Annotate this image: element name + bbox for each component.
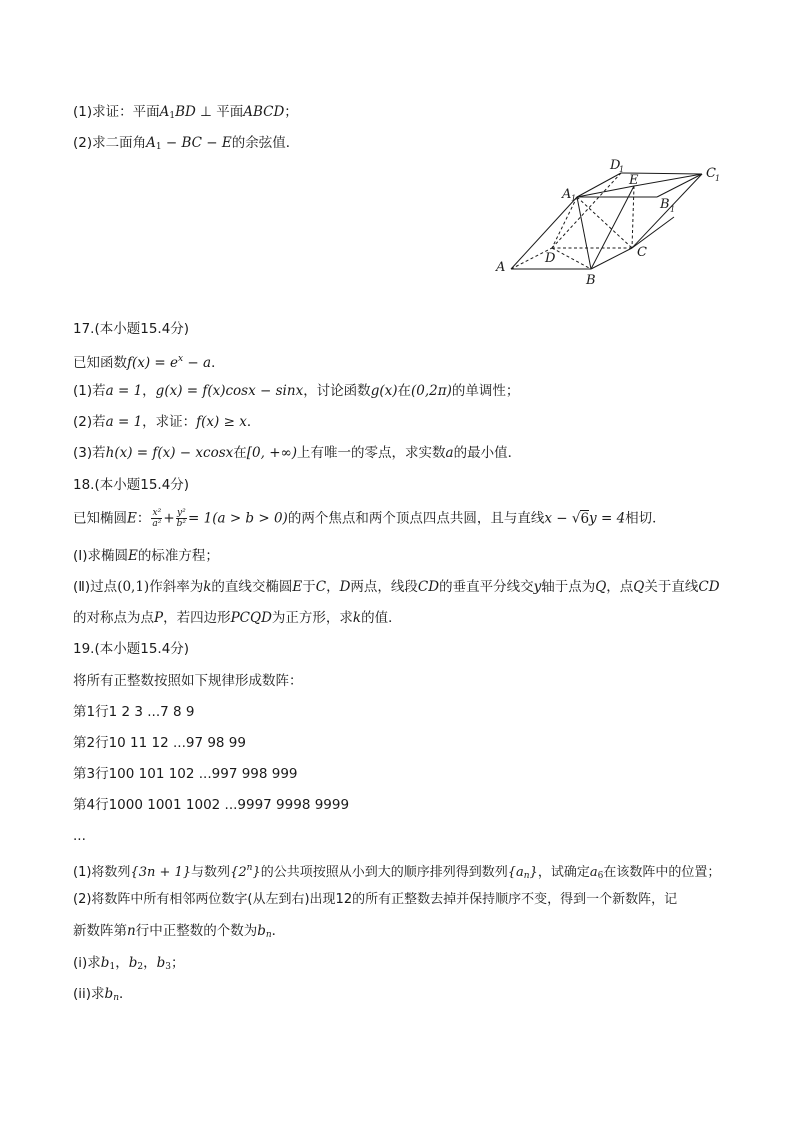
hidden-D-B <box>552 248 591 269</box>
text: (i)求 <box>73 955 101 971</box>
math: } <box>529 865 538 880</box>
text: 的两个焦点和两个顶点四点共圆，且与直线 <box>287 510 545 527</box>
q17-part1 <box>73 382 519 400</box>
math: b <box>156 955 166 971</box>
sub: 1 <box>169 111 176 121</box>
q17-part3 <box>73 444 521 462</box>
math: = 1(a > b > 0) <box>188 510 288 527</box>
text: ， <box>143 955 157 971</box>
den: a² <box>152 519 162 529</box>
text: 关于直线 <box>644 579 699 595</box>
label-B: B <box>586 273 596 288</box>
text: 的标准方程； <box>137 548 219 564</box>
matrix-row: 第1行1 2 3 ...7 8 9 <box>73 704 195 720</box>
q19-part2-cont <box>73 922 285 944</box>
math: (0,1) <box>117 579 150 595</box>
math: a = 1 <box>105 383 143 399</box>
text: ，点 <box>606 579 634 595</box>
math: P <box>154 610 164 626</box>
question-header: 17.(本小题15.4分) <box>73 321 190 337</box>
math: − a <box>183 355 212 371</box>
matrix-row: 第4行1000 1001 1002 ...9997 9998 9999 <box>73 797 350 813</box>
text: ． <box>246 414 261 430</box>
label-C1: C <box>706 166 716 181</box>
fraction-x2-a2 <box>151 508 162 529</box>
text: 的单调性； <box>451 383 520 399</box>
label-A1: A <box>562 187 572 202</box>
text: 的公共项按照从小到大的顺序排列得到数列 <box>260 865 508 880</box>
math: y = 4 <box>589 510 626 527</box>
q19-row-4 <box>73 796 349 814</box>
math: CD <box>698 579 720 595</box>
edge-C-B1 <box>632 217 674 248</box>
text: (1)若 <box>73 383 106 399</box>
math: Q <box>633 579 645 595</box>
text: 将所有正整数按照如下规律形成数阵： <box>73 673 303 689</box>
text: ； <box>170 955 185 971</box>
q19-sub-i <box>73 954 184 976</box>
sub: 1 <box>155 142 162 152</box>
label-B1: B <box>660 197 670 212</box>
text: (1)求证：平面 <box>73 104 160 120</box>
math: f(x) ≥ x <box>196 414 247 430</box>
sqrt-content: 6 <box>580 510 590 527</box>
text: ． <box>271 923 286 939</box>
text: (2)若 <box>73 414 106 430</box>
math: y <box>533 579 542 595</box>
sup: x <box>178 354 184 364</box>
label-A1-sub: 1 <box>571 194 577 203</box>
text: 的直线交椭圆 <box>211 579 293 595</box>
math: (0,2π) <box>410 383 452 399</box>
q17-header <box>73 320 189 338</box>
q18-part2 <box>73 578 720 596</box>
math: h(x) = f(x) − xcosx <box>105 445 234 461</box>
text: 已知椭圆 <box>73 510 127 527</box>
text: 已知函数 <box>73 355 127 371</box>
q18-part1 <box>73 547 219 565</box>
text: 轴于点为 <box>541 579 596 595</box>
text: ； <box>284 104 298 120</box>
sub: 1 <box>109 962 116 972</box>
q19-stem <box>73 672 303 690</box>
math: f(x) = e <box>127 355 179 371</box>
text: 的垂直平分线交 <box>439 579 534 595</box>
label-D1: D <box>610 158 621 173</box>
math: Q <box>595 579 607 595</box>
text: 两点，线段 <box>350 579 418 595</box>
label-C1-sub: 1 <box>715 174 721 183</box>
math: b <box>100 955 110 971</box>
hidden-E-C <box>632 186 634 248</box>
matrix-row: 第2行10 11 12 ...97 98 99 <box>73 735 246 751</box>
text: (2)求二面角 <box>73 135 147 151</box>
math: D <box>339 579 351 595</box>
edge-A1-E <box>577 186 634 197</box>
text: ⊥ 平面 <box>195 104 244 120</box>
text: 在 <box>233 445 247 461</box>
question-header: 19.(本小题15.4分) <box>73 641 190 657</box>
q19-header <box>73 640 189 658</box>
num: x² <box>152 508 162 518</box>
q19-sub-ii <box>73 985 133 1007</box>
q16-part2 <box>73 134 299 156</box>
text: (3)若 <box>73 445 106 461</box>
math: − BC − E <box>161 135 232 151</box>
q19-part2 <box>73 891 677 909</box>
text: 新数阵第 <box>73 923 127 939</box>
text: ，试确定 <box>537 865 590 880</box>
q19-row-2 <box>73 734 246 752</box>
text: ． <box>119 986 133 1002</box>
hidden-A1-D <box>552 197 577 248</box>
math: b <box>257 923 266 939</box>
math: x − <box>544 510 572 527</box>
q18-part2-cont <box>73 609 402 627</box>
q19-part1 <box>73 859 720 885</box>
q16-part1 <box>73 103 298 125</box>
q19-row-3 <box>73 765 298 783</box>
text: ， <box>326 579 340 595</box>
math: C <box>315 579 327 595</box>
text: (ii)求 <box>73 986 105 1002</box>
text: 上有唯一的零点，求实数 <box>297 445 446 461</box>
q18-stem <box>73 508 666 529</box>
sub: 2 <box>137 962 144 972</box>
label-C: C <box>637 245 647 260</box>
text: 的值． <box>361 610 402 626</box>
sqrt-sign: √ <box>571 510 581 527</box>
edge-B1-C1 <box>657 174 702 197</box>
q17-part2 <box>73 413 260 431</box>
math: + <box>163 510 175 527</box>
sub: n <box>113 993 119 1003</box>
fraction-y2-b2 <box>176 508 187 529</box>
hidden-D-D1 <box>552 173 621 248</box>
sub: 6 <box>597 871 604 881</box>
text: 作斜率为 <box>149 579 204 595</box>
sup: n <box>246 863 253 873</box>
math: a <box>589 865 598 880</box>
math: E <box>127 510 137 527</box>
den: b² <box>176 519 187 529</box>
edge-A-A1 <box>511 197 577 269</box>
text: 与数列 <box>191 865 231 880</box>
math: k <box>352 610 362 626</box>
matrix-row: 第3行100 101 102 ...997 998 999 <box>73 766 298 782</box>
edge-A1-B <box>577 197 591 269</box>
num: y² <box>176 508 186 518</box>
math: b <box>128 955 138 971</box>
math-ABCD: ABCD <box>243 104 285 120</box>
text: 在 <box>397 383 411 399</box>
math: {3n + 1} <box>130 865 192 880</box>
edge-B-C <box>591 248 632 269</box>
math: b <box>104 986 114 1002</box>
text: ， <box>142 383 156 399</box>
text: ，讨论函数 <box>303 383 371 399</box>
math: n <box>127 923 136 939</box>
sub: 3 <box>165 962 171 972</box>
math: a = 1 <box>105 414 143 430</box>
math-BD: BD <box>175 104 196 120</box>
text: (Ⅱ)过点 <box>73 579 118 595</box>
text: ： <box>136 510 151 527</box>
q18-header <box>73 476 189 494</box>
math: k <box>203 579 212 595</box>
sub: n <box>265 930 272 940</box>
q19-row-1 <box>73 703 194 721</box>
text: ，求证： <box>142 414 197 430</box>
math: {a <box>507 865 524 880</box>
parallelepiped-figure <box>494 155 734 290</box>
text: (2)将数阵中所有相邻两位数字(从左到右)出现12的所有正整数去掉并保持顺序不变，得到一个新数阵，记 <box>73 892 678 907</box>
math: CD <box>417 579 440 595</box>
math: g(x) = f(x)cosx − sinx <box>155 383 304 399</box>
text: 的最小值． <box>453 445 522 461</box>
question-header: 18.(本小题15.4分) <box>73 477 190 493</box>
text: ，若四边形 <box>163 610 231 626</box>
text: 的余弦值． <box>231 135 300 151</box>
label-A: A <box>496 260 506 275</box>
text: 于 <box>302 579 316 595</box>
math: PCQD <box>230 610 272 626</box>
math: a <box>445 445 454 461</box>
label-B1-sub: 1 <box>670 205 676 214</box>
text: ， <box>115 955 129 971</box>
text: ... <box>73 828 86 844</box>
text: ． <box>211 355 225 371</box>
sub: n <box>523 871 530 881</box>
math: {2 <box>230 865 247 880</box>
math: } <box>252 865 261 880</box>
label-D: D <box>545 251 556 266</box>
edge-A1-D1 <box>577 173 621 197</box>
math: A <box>146 135 156 151</box>
text: 行中正整数的个数为 <box>135 923 258 939</box>
label-E: E <box>629 173 639 188</box>
label-D1-sub: 1 <box>619 165 625 174</box>
text: (1)将数列 <box>73 865 131 880</box>
math: [0, +∞) <box>246 445 298 461</box>
math: E <box>292 579 303 595</box>
math: E <box>128 548 138 564</box>
text: 相切． <box>625 510 666 527</box>
q17-stem <box>73 350 225 372</box>
math: g(x) <box>370 383 398 399</box>
text: 在该数阵中的位置； <box>603 865 721 880</box>
text: (Ⅰ)求椭圆 <box>73 548 129 564</box>
q19-ellipsis <box>73 827 86 845</box>
text: 的对称点为点 <box>73 610 154 626</box>
text: 为正方形，求 <box>271 610 353 626</box>
math-A1: A <box>159 104 170 120</box>
